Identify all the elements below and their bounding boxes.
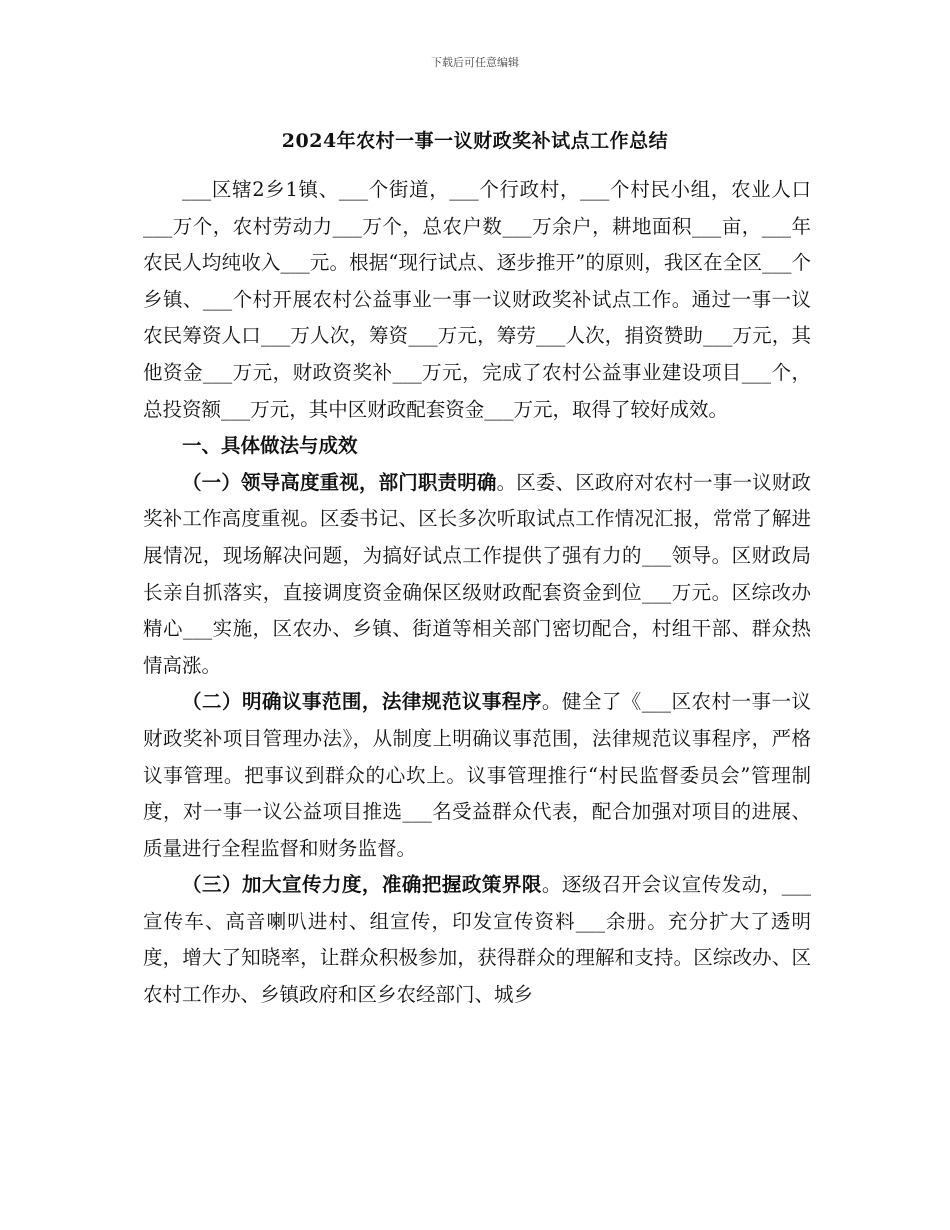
subsection-lead-2: （二）明确议事范围，法律规范议事程序 bbox=[182, 690, 542, 714]
subsection-lead-1: （一）领导高度重视，部门职责明确 bbox=[182, 470, 497, 494]
subsection-text-2: 。健全了《___区农村一事一议财政奖补项目管理办法》，从制度上明确议事范围，法律规范议事程序，严格议事管理。把事议到群众的心坎上。议事管理推行“村民监督委员会”管理制度，对一事一议公益项目推选___名受益群众代表，配合加强对项目的进展、质量进行全程监督和财务监督。 bbox=[143, 690, 811, 860]
subsection-text-1: 。区委、区政府对农村一事一议财政奖补工作高度重视。区委书记、区长多次听取试点工作情况汇报，常常了解进展情况，现场解决问题，为搞好试点工作提供了强有力的___领导。区财政局长亲自抓落实，直接调度资金确保区级财政配套资金到位___万元。区综改办精心___实施，区农办、乡镇、街道等相关部门密切配合，村组干部、群众热情高涨。 bbox=[143, 470, 811, 677]
subsection-paragraph-3 bbox=[143, 867, 811, 1013]
intro-paragraph: ___区辖2乡1镇、___个街道，___个行政村，___个村民小组，农业人口___万个，农村劳动力___万个，总农户数___万余户，耕地面积___亩，___年农民人均纯收入___元。根据“现行试点、逐步推开”的原则，我区在全区___个乡镇、___个村开展农村公益事业一事一议财政奖补试点工作。通过一事一议农民筹资人口___万人次，筹资___万元，筹劳___人次，捐资赞助___万元，其他资金___万元，财政资奖补___万元，完成了农村公益事业建设项目___个，总投资额___万元，其中区财政配套资金___万元，取得了较好成效。 bbox=[143, 178, 811, 421]
section-heading: 一、具体做法与成效 bbox=[182, 434, 358, 458]
subsection-text-3: 。逐级召开会议宣传发动，___宣传车、高音喇叭进村、组宣传，印发宣传资料___余册。充分扩大了透明度，增大了知晓率，让群众积极参加，获得群众的理解和支持。区综改办、区农村工作办、乡镇政府和区乡农经部门、城乡 bbox=[143, 873, 811, 1007]
document-body bbox=[143, 172, 811, 1014]
subsection-paragraph-1 bbox=[143, 465, 811, 685]
header-note: 下载后可任意编辑 bbox=[431, 56, 519, 69]
document-title: 2024年农村一事一议财政奖补试点工作总结 bbox=[281, 130, 669, 152]
subsection-paragraph-2 bbox=[143, 684, 811, 867]
subsection-lead-3: （三）加大宣传力度，准确把握政策界限 bbox=[182, 873, 542, 897]
